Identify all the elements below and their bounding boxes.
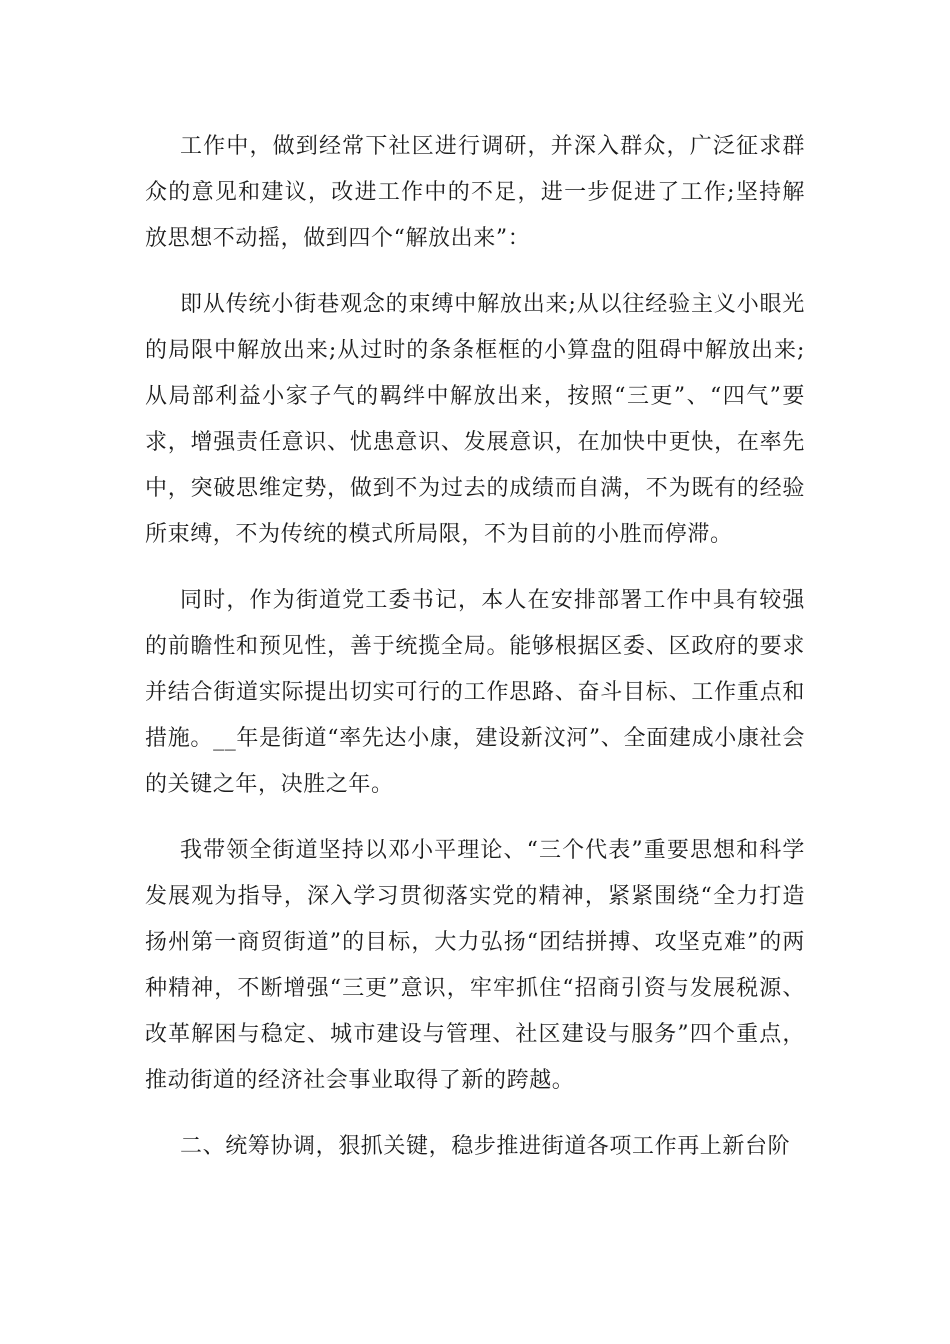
- paragraph-4: 我带领全街道坚持以邓小平理论、“三个代表”重要思想和科学发展观为指导，深入学习贯彻落实党的精神，紧紧围绕“全力打造扬州第一商贸街道”的目标，大力弘扬“团结拼搏、攻坚克难”的两种精神，不断增强“三更”意识，牢牢抓住“招商引资与发展税源、改革解困与稳定、城市建设与管理、社区建设与服务”四个重点，推动街道的经济社会事业取得了新的跨越。: [145, 838, 805, 1093]
- paragraph-1: 工作中，做到经常下社区进行调研，并深入群众，广泛征求群众的意见和建议，改进工作中的不足，进一步促进了工作;坚持解放思想不动摇，做到四个“解放出来”：: [145, 134, 805, 251]
- document-body: [145, 124, 805, 1190]
- paragraph-2: 即从传统小街巷观念的束缚中解放出来;从以往经验主义小眼光的局限中解放出来;从过时的条条框框的小算盘的阻碍中解放出来;从局部利益小家子气的羁绊中解放出来，按照“三更”、“四气”要求，增强责任意识、忧患意识、发展意识，在加快中更快，在率先中，突破思维定势，做到不为过去的成绩而自满，不为既有的经验所束缚，不为传统的模式所局限，不为目前的小胜而停滞。: [145, 292, 805, 547]
- section-heading: 二、统筹协调，狠抓关键，稳步推进街道各项工作再上新台阶: [180, 1134, 791, 1159]
- paragraph-3: 同时，作为街道党工委书记，本人在安排部署工作中具有较强的前瞻性和预见性，善于统揽全局。能够根据区委、区政府的要求并结合街道实际提出切实可行的工作思路、奋斗目标、工作重点和措施。__年是街道“率先达小康，建设新汶河”、全面建成小康社会的关键之年，决胜之年。: [145, 588, 805, 797]
